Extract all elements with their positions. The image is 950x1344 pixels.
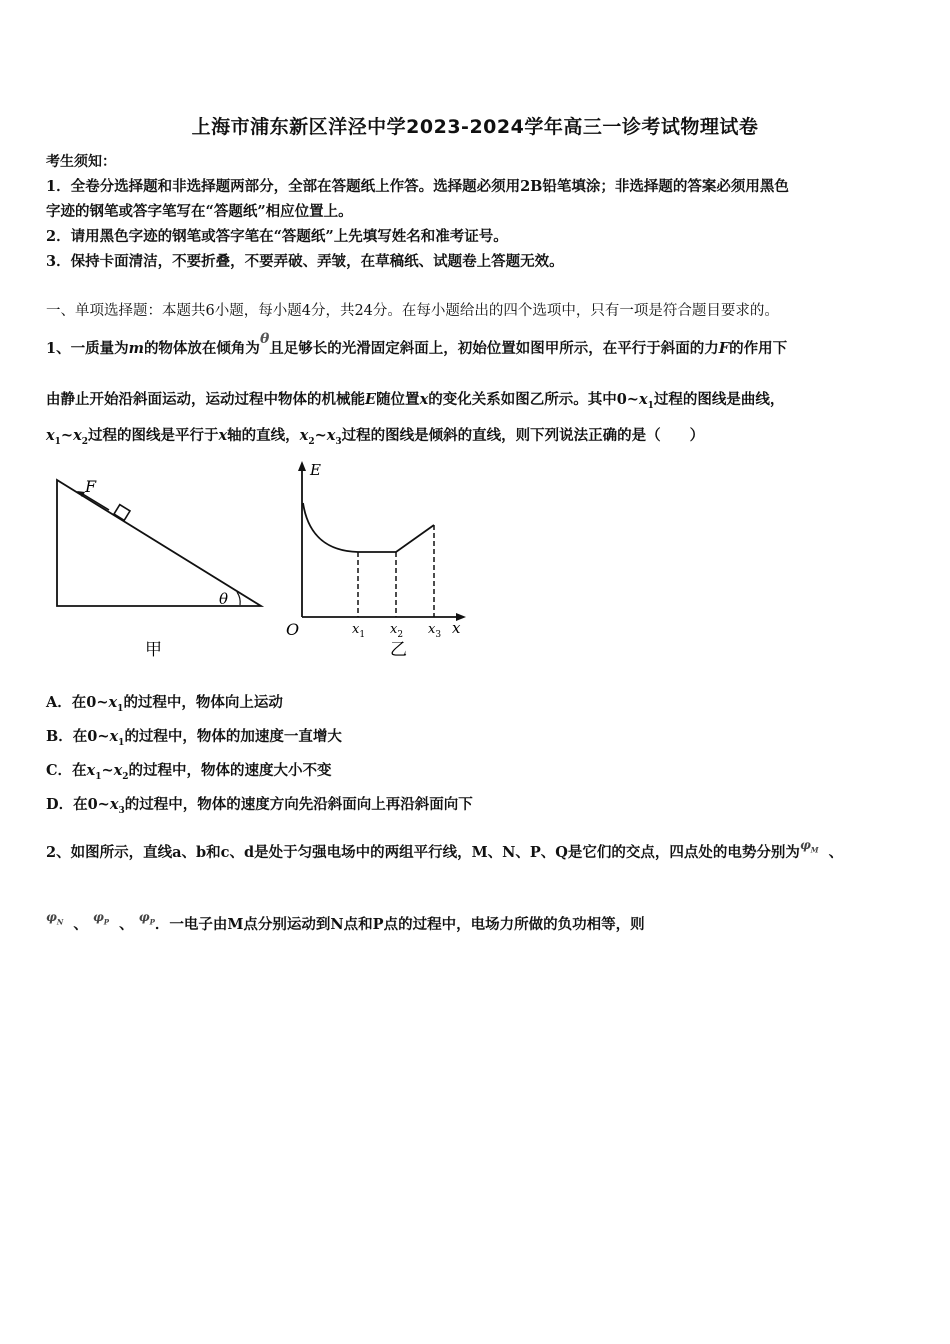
q1-line-2: 由静止开始沿斜面运动，运动过程中物体的机械能E随位置x的变化关系如图乙所示。其中$0\sim x_1$过程的图线是曲线，: [46, 391, 785, 411]
tick-x2: $x_2$: [390, 622, 404, 640]
figure-yi-caption: 乙: [390, 640, 407, 660]
q2-line-2: $^{\varphi_N}$ 、 $^{\varphi_P}$ 、 $^{\varphi_P}$．一电子由M点分别运动到N点和P点的过程中，电场力所做的负功相等，则: [46, 910, 645, 933]
notice-item-2: 2．请用黑色字迹的钢笔或答字笔在“答题纸”上先填写姓名和准考证号。: [46, 228, 508, 245]
q1-option-a[interactable]: A．在$0\sim x_1$的过程中，物体向上运动: [46, 694, 283, 714]
q1-line-1: 1、一质量为m的物体放在倾角为θ且足够长的光滑固定斜面上，初始位置如图甲所示，在平行于斜面的力F的作用下: [46, 331, 788, 357]
x-axis-label: x: [452, 619, 461, 637]
angle-arc: [237, 592, 240, 605]
y-axis-arrow: [298, 461, 306, 471]
q1-option-b[interactable]: B．在$0\sim x_1$的过程中，物体的加速度一直增大: [46, 728, 342, 748]
incline-triangle: [57, 480, 261, 606]
phi-m-symbol: φM: [799, 838, 819, 855]
figure-yi-energy-graph: [282, 455, 482, 665]
figure-jia-incline: [45, 470, 270, 665]
tick-x1: $x_1$: [352, 622, 366, 640]
q2-line-1: 2、如图所示，直线a、b和c、d是处于匀强电场中的两组平行线，M、N、P、Q是它们的交点，四点处的电势分别为$^{\varphi_M}$ 、: [46, 838, 844, 861]
q1-option-d[interactable]: D．在$0\sim x_3$的过程中，物体的速度方向先沿斜面向上再沿斜面向下: [46, 796, 473, 816]
phi-n-symbol: φN: [46, 910, 64, 927]
angle-label: θ: [219, 590, 229, 608]
notice-item-1: 1．全卷分选择题和非选择题两部分，全部在答题纸上作答。选择题必须用2B铅笔填涂；非选择题的答案必须用黑色: [46, 178, 789, 195]
y-axis-label: E: [310, 461, 321, 479]
figure-jia-caption: 甲: [145, 640, 162, 660]
theta-symbol: θ: [259, 331, 270, 347]
tick-x3: $x_3$: [428, 622, 442, 640]
notice-heading: 考生须知：: [46, 154, 116, 170]
notice-item-1-cont: 字迹的钢笔或答字笔写在“答题纸”相应位置上。: [46, 203, 353, 220]
notice-item-3: 3．保持卡面清洁，不要折叠，不要弄破、弄皱，在草稿纸、试题卷上答题无效。: [46, 253, 564, 270]
q1-option-c[interactable]: C．在$x_1\sim x_2$的过程中，物体的速度大小不变: [46, 762, 332, 782]
phi-p2-symbol: φP: [138, 910, 155, 927]
page-title: 上海市浦东新区洋泾中学2023-2024学年高三一诊考试物理试卷: [191, 116, 759, 138]
block-on-incline: [114, 505, 130, 521]
force-label: F: [85, 477, 97, 496]
q1-line-3: $x_1\sim x_2$过程的图线是平行于x轴的直线，$x_2\sim x_3$过程的图线是倾斜的直线，则下列说法正确的是（ ）: [46, 427, 705, 447]
phi-p-symbol: φP: [92, 910, 110, 927]
section-heading: 一、单项选择题：本题共6小题，每小题4分，共24分。在每小题给出的四个选项中，只有一项是符合题目要求的。: [46, 303, 779, 319]
origin-label: O: [286, 620, 300, 639]
energy-curve: [303, 503, 434, 552]
